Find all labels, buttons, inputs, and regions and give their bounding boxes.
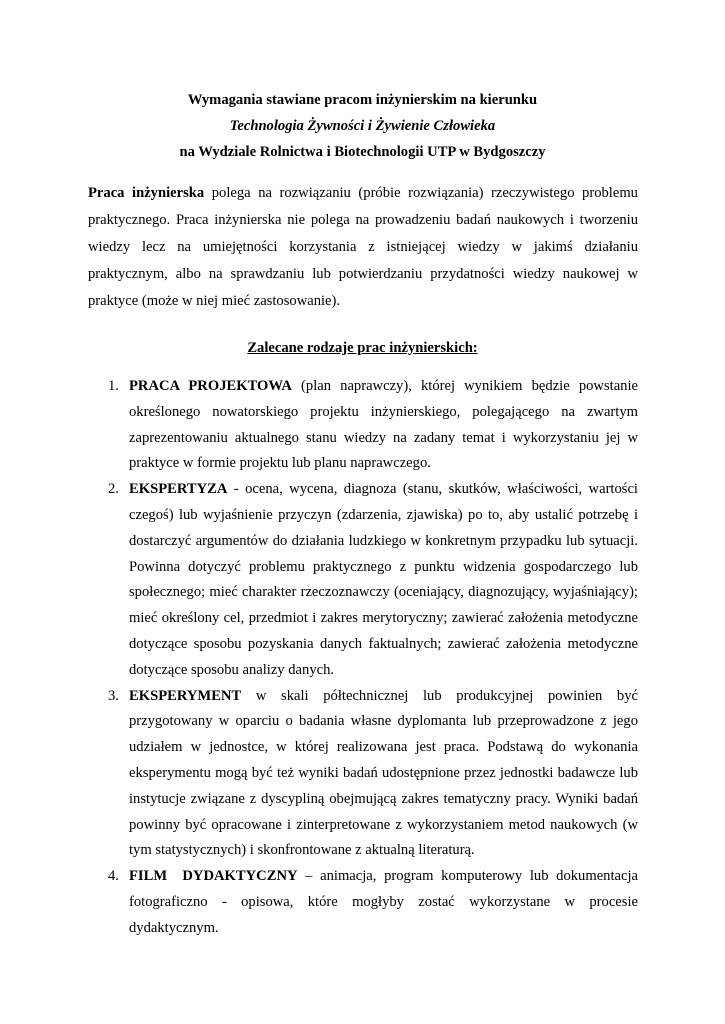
list-item-number: 4. [108,868,119,885]
document-header [0,87,725,165]
header-line-1: Wymagania stawiane pracom inżynierskim na kierunku [187,92,538,108]
list-item-term: EKSPERYMENT [129,687,242,704]
list-item [88,374,638,477]
list-item-term: PRACA PROJEKTOWA [129,378,292,394]
list-item-text: (plan naprawczy), której wynikiem będzie powstanie określonego nowatorskiego projektu inżynierskiego, polegającego na zwartym zaprezentowaniu aktualnego stanu wiedzy na zadany temat i wykorzystaniu jej w praktyce w formie projektu lub planu naprawczego. [129,378,639,472]
work-types-list [88,374,638,942]
list-item-number: 3. [108,687,119,704]
list-item-number: 1. [108,378,119,394]
list-item-text: – animacja, program komputerowy lub dokumentacja fotograficzno - opisowa, które mogłyby zostać wykorzystane w procesie dydaktycznym. [129,868,639,936]
intro-text: polega na rozwiązaniu (próbie rozwiązania) rzeczywistego problemu praktycznego. Praca inżynierska nie polega na prowadzeniu badań naukowych i tworzeniu wiedzy lecz na umiejętności korzystania z istniejącej wiedzy w jakimś działaniu praktycznym, albo na sprawdzaniu lub potwierdzaniu przydatności wiedzy naukowej w praktyce (może w niej mieć zastosowanie). [88,185,638,309]
list-item-text: w skali półtechnicznej lub produkcyjnej powinien być przygotowany w oparciu o badania własne dyplomanta lub przeprowadzone z jego udziałem w jednostce, w której realizowana jest praca. Podstawą do wykonania eksperymentu mogą być też wyniki badań udostępnione przez jednostki badawcze lub instytucje związane z dyscypliną obejmującą zakres tematyczny pracy. Wyniki badań powinny być opracowane i zinterpretowane z wykorzystaniem metod naukowych (w tym statystycznych) i skonfrontowane z aktualną literaturą. [129,687,638,859]
intro-lead-term: Praca inżynierska [88,185,205,201]
list-item-term: FILM DYDAKTYCZNY [129,868,298,885]
list-item [88,684,638,865]
header-line-2: Technologia Żywności i Żywienie Człowieka [229,118,496,134]
list-item-number: 2. [108,481,119,498]
section-title: Zalecane rodzaje prac inżynierskich: [247,340,478,356]
list-item [88,477,638,683]
header-line-3: na Wydziale Rolnictwa i Biotechnologii UTP w Bydgoszczy [179,144,546,160]
list-item-term: EKSPERTYZA [129,481,228,498]
list-item [88,864,638,941]
intro-paragraph [88,180,638,315]
list-item-text: - ocena, wycena, diagnoza (stanu, skutków, właściwości, wartości czegoś) lub wyjaśnienie przyczyn (zdarzenia, zjawiska) po to, aby ustalić potrzebę i dostarczyć argumentów do działania ludzkiego w konkretnym przypadku lub sytuacji. Powinna dotyczyć problemu praktycznego z punktu widzenia gospodarczego lub społecznego; mieć charakter rzeczoznawczy (oceniający, diagnozujący, wyjaśniający); mieć określony cel, przedmiot i zakres merytoryczny; zawierać założenia metodyczne dotyczące sposobu pozyskania danych faktualnych; zawierać założenia metodyczne dotyczące sposobu analizy danych. [129,481,638,678]
